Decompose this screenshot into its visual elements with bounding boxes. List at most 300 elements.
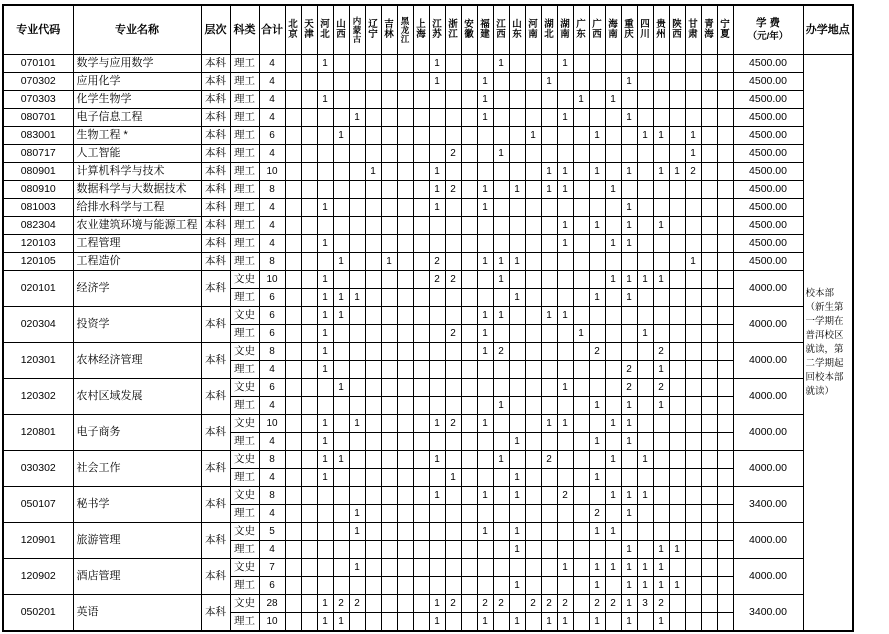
total-cell: 28 (259, 595, 285, 613)
enrollment-cell-青海 (701, 559, 717, 577)
enrollment-cell-四川 (637, 361, 653, 379)
enrollment-cell-山西: 2 (333, 595, 349, 613)
province-char: 夏 (720, 29, 730, 40)
enrollment-cell-重庆: 1 (621, 415, 637, 433)
enrollment-cell-黑龙江 (397, 109, 413, 127)
enrollment-cell-辽宁 (365, 541, 381, 559)
enrollment-cell-山东 (509, 235, 525, 253)
enrollment-cell-广东 (573, 559, 589, 577)
enrollment-cell-广东 (573, 271, 589, 289)
enrollment-cell-湖北 (541, 325, 557, 343)
category-cell: 理工 (230, 253, 259, 271)
enrollment-cell-广东 (573, 541, 589, 559)
province-char: 海 (416, 29, 426, 40)
enrollment-cell-四川 (637, 307, 653, 325)
enrollment-cell-江西 (493, 163, 509, 181)
major-name-cell: 经济学 (73, 271, 201, 307)
province-char: 陕 (672, 19, 682, 30)
enrollment-cell-山西 (333, 577, 349, 595)
enrollment-cell-甘肃 (685, 397, 701, 415)
province-char: 广 (592, 19, 602, 30)
enrollment-cell-江西: 1 (493, 397, 509, 415)
enrollment-cell-青海 (701, 523, 717, 541)
enrollment-cell-陕西 (669, 325, 685, 343)
category-cell: 理工 (230, 109, 259, 127)
province-char: 湖 (544, 19, 554, 30)
enrollment-cell-江西: 1 (493, 55, 509, 73)
enrollment-cell-河南: 2 (525, 595, 541, 613)
enrollment-cell-安徽 (461, 379, 477, 397)
table-row (3, 55, 853, 73)
enrollment-cell-上海 (413, 307, 429, 325)
enrollment-cell-广东 (573, 343, 589, 361)
enrollment-cell-江西 (493, 541, 509, 559)
province-char: 建 (480, 29, 490, 40)
enrollment-cell-湖南 (557, 343, 573, 361)
province-char: 庆 (624, 29, 634, 40)
enrollment-cell-宁夏 (717, 55, 733, 73)
col-header-province-贵州 (653, 5, 669, 55)
province-char: 海 (608, 19, 618, 30)
enrollment-cell-河南 (525, 307, 541, 325)
enrollment-cell-甘肃 (685, 379, 701, 397)
enrollment-cell-河南 (525, 415, 541, 433)
enrollment-cell-江苏 (429, 235, 445, 253)
enrollment-cell-黑龙江 (397, 487, 413, 505)
enrollment-cell-河北: 1 (317, 343, 333, 361)
enrollment-cell-辽宁 (365, 487, 381, 505)
major-code-cell: 120801 (3, 415, 73, 451)
level-cell: 本科 (201, 145, 230, 163)
enrollment-cell-河北 (317, 379, 333, 397)
enrollment-cell-河北: 1 (317, 451, 333, 469)
enrollment-cell-辽宁 (365, 307, 381, 325)
enrollment-cell-四川 (637, 505, 653, 523)
enrollment-cell-辽宁 (365, 199, 381, 217)
enrollment-cell-宁夏 (717, 379, 733, 397)
col-header-province-河南 (525, 5, 541, 55)
enrollment-cell-广西 (589, 415, 605, 433)
enrollment-cell-山东 (509, 343, 525, 361)
major-code-cell: 080717 (3, 145, 73, 163)
enrollment-cell-吉林 (381, 235, 397, 253)
col-header-location: 办学地点 (803, 5, 853, 55)
enrollment-cell-海南 (605, 613, 621, 632)
enrollment-cell-黑龙江 (397, 613, 413, 632)
enrollment-cell-宁夏 (717, 199, 733, 217)
enrollment-cell-海南: 1 (605, 91, 621, 109)
enrollment-cell-北京 (285, 541, 301, 559)
enrollment-cell-陕西 (669, 613, 685, 632)
enrollment-cell-河南 (525, 271, 541, 289)
total-cell: 10 (259, 271, 285, 289)
enrollment-cell-贵州: 2 (653, 595, 669, 613)
enrollment-cell-安徽 (461, 289, 477, 307)
enrollment-cell-安徽 (461, 307, 477, 325)
enrollment-cell-陕西 (669, 217, 685, 235)
enrollment-cell-山东 (509, 307, 525, 325)
enrollment-cell-河北: 1 (317, 55, 333, 73)
enrollment-cell-天津 (301, 451, 317, 469)
enrollment-cell-辽宁 (365, 289, 381, 307)
enrollment-cell-内蒙古 (349, 163, 365, 181)
enrollment-cell-贵州: 1 (653, 127, 669, 145)
enrollment-cell-浙江 (445, 379, 461, 397)
total-cell: 8 (259, 253, 285, 271)
enrollment-cell-贵州 (653, 73, 669, 91)
tuition-cell: 4000.00 (733, 271, 803, 307)
enrollment-cell-安徽 (461, 181, 477, 199)
category-cell: 理工 (230, 145, 259, 163)
enrollment-cell-吉林 (381, 199, 397, 217)
enrollment-cell-河北: 1 (317, 307, 333, 325)
enrollment-cell-吉林 (381, 379, 397, 397)
level-cell: 本科 (201, 127, 230, 145)
enrollment-cell-四川: 1 (637, 487, 653, 505)
enrollment-cell-广西 (589, 91, 605, 109)
enrollment-cell-上海 (413, 181, 429, 199)
enrollment-cell-山东: 1 (509, 487, 525, 505)
province-char: 贵 (656, 19, 666, 30)
enrollment-cell-重庆 (621, 451, 637, 469)
major-name-cell: 农业建筑环境与能源工程 (73, 217, 201, 235)
level-cell: 本科 (201, 181, 230, 199)
enrollment-cell-海南 (605, 217, 621, 235)
enrollment-cell-河北: 1 (317, 361, 333, 379)
enrollment-cell-青海 (701, 271, 717, 289)
enrollment-cell-福建 (477, 217, 493, 235)
enrollment-cell-浙江 (445, 217, 461, 235)
enrollment-cell-上海 (413, 397, 429, 415)
province-char: 天 (304, 19, 314, 30)
table-row (3, 199, 853, 217)
enrollment-cell-宁夏 (717, 469, 733, 487)
enrollment-cell-广东 (573, 181, 589, 199)
enrollment-cell-吉林 (381, 451, 397, 469)
enrollment-cell-四川 (637, 523, 653, 541)
col-header-province-北京 (285, 5, 301, 55)
enrollment-cell-浙江 (445, 577, 461, 595)
enrollment-cell-黑龙江 (397, 253, 413, 271)
total-cell: 6 (259, 577, 285, 595)
tuition-cell: 4500.00 (733, 91, 803, 109)
enrollment-cell-湖北 (541, 487, 557, 505)
enrollment-cell-四川: 1 (637, 325, 653, 343)
enrollment-cell-湖北 (541, 469, 557, 487)
enrollment-cell-内蒙古 (349, 577, 365, 595)
enrollment-cell-河南 (525, 325, 541, 343)
enrollment-cell-四川 (637, 145, 653, 163)
enrollment-cell-天津 (301, 145, 317, 163)
level-cell: 本科 (201, 451, 230, 487)
enrollment-cell-江西: 1 (493, 307, 509, 325)
enrollment-cell-河南 (525, 559, 541, 577)
enrollment-cell-内蒙古 (349, 325, 365, 343)
level-cell: 本科 (201, 73, 230, 91)
enrollment-cell-宁夏 (717, 505, 733, 523)
category-cell: 文史 (230, 271, 259, 289)
enrollment-cell-陕西 (669, 109, 685, 127)
major-name-cell: 工程管理 (73, 235, 201, 253)
enrollment-cell-江西 (493, 469, 509, 487)
enrollment-cell-上海 (413, 55, 429, 73)
enrollment-cell-海南 (605, 199, 621, 217)
enrollment-cell-海南: 1 (605, 559, 621, 577)
enrollment-cell-吉林 (381, 487, 397, 505)
enrollment-cell-宁夏 (717, 523, 733, 541)
major-code-cell: 080701 (3, 109, 73, 127)
province-char: 西 (336, 29, 346, 40)
major-code-cell: 120302 (3, 379, 73, 415)
enrollment-cell-甘肃 (685, 541, 701, 559)
level-cell: 本科 (201, 523, 230, 559)
enrollment-cell-上海 (413, 109, 429, 127)
province-char: 北 (288, 19, 298, 30)
enrollment-cell-四川 (637, 163, 653, 181)
enrollment-cell-山西 (333, 361, 349, 379)
enrollment-cell-广西: 1 (589, 217, 605, 235)
total-cell: 8 (259, 487, 285, 505)
enrollment-cell-重庆: 1 (621, 433, 637, 451)
enrollment-cell-甘肃: 1 (685, 127, 701, 145)
enrollment-cell-北京 (285, 613, 301, 632)
category-cell: 理工 (230, 73, 259, 91)
enrollment-plan-table (2, 4, 854, 632)
province-char: 蒙 (352, 24, 362, 35)
enrollment-cell-青海 (701, 145, 717, 163)
major-name-cell: 秘书学 (73, 487, 201, 523)
enrollment-cell-河北 (317, 73, 333, 91)
enrollment-cell-贵州: 1 (653, 397, 669, 415)
enrollment-cell-湖南: 1 (557, 235, 573, 253)
table-row (3, 271, 853, 289)
province-char: 南 (528, 29, 538, 40)
enrollment-cell-广西 (589, 361, 605, 379)
enrollment-cell-浙江 (445, 253, 461, 271)
enrollment-cell-福建 (477, 505, 493, 523)
province-char: 上 (416, 19, 426, 30)
enrollment-cell-广西: 2 (589, 343, 605, 361)
enrollment-cell-浙江: 2 (445, 595, 461, 613)
enrollment-cell-黑龙江 (397, 289, 413, 307)
enrollment-cell-上海 (413, 325, 429, 343)
total-cell: 10 (259, 163, 285, 181)
major-name-cell: 农林经济管理 (73, 343, 201, 379)
enrollment-cell-海南: 1 (605, 451, 621, 469)
major-name-cell: 应用化学 (73, 73, 201, 91)
enrollment-cell-甘肃 (685, 595, 701, 613)
enrollment-cell-山西 (333, 199, 349, 217)
enrollment-cell-河南 (525, 361, 541, 379)
enrollment-cell-江苏 (429, 91, 445, 109)
enrollment-cell-甘肃 (685, 307, 701, 325)
enrollment-cell-贵州 (653, 253, 669, 271)
province-char: 黑 (400, 15, 410, 26)
enrollment-cell-山西: 1 (333, 307, 349, 325)
enrollment-cell-四川 (637, 235, 653, 253)
major-code-cell: 120105 (3, 253, 73, 271)
enrollment-cell-江西 (493, 523, 509, 541)
enrollment-cell-甘肃 (685, 523, 701, 541)
enrollment-cell-山东: 1 (509, 289, 525, 307)
enrollment-cell-湖南 (557, 505, 573, 523)
enrollment-cell-上海 (413, 379, 429, 397)
enrollment-cell-北京 (285, 487, 301, 505)
level-cell: 本科 (201, 343, 230, 379)
total-cell: 4 (259, 235, 285, 253)
level-cell: 本科 (201, 217, 230, 235)
enrollment-cell-湖南 (557, 523, 573, 541)
enrollment-cell-浙江 (445, 523, 461, 541)
enrollment-cell-上海 (413, 469, 429, 487)
enrollment-cell-四川: 1 (637, 451, 653, 469)
enrollment-cell-黑龙江 (397, 235, 413, 253)
enrollment-cell-甘肃 (685, 73, 701, 91)
enrollment-cell-安徽 (461, 253, 477, 271)
enrollment-cell-河北: 1 (317, 325, 333, 343)
enrollment-cell-广西: 1 (589, 523, 605, 541)
enrollment-cell-江苏: 2 (429, 253, 445, 271)
enrollment-cell-海南: 1 (605, 271, 621, 289)
enrollment-cell-河南 (525, 379, 541, 397)
enrollment-cell-福建: 1 (477, 523, 493, 541)
enrollment-cell-山西: 1 (333, 379, 349, 397)
table-row (3, 235, 853, 253)
enrollment-cell-江苏 (429, 559, 445, 577)
enrollment-cell-广东 (573, 55, 589, 73)
enrollment-cell-广西 (589, 73, 605, 91)
total-cell: 6 (259, 127, 285, 145)
province-char: 林 (384, 29, 394, 40)
enrollment-cell-山东 (509, 451, 525, 469)
enrollment-cell-海南: 1 (605, 415, 621, 433)
enrollment-cell-重庆 (621, 307, 637, 325)
major-code-cell: 080901 (3, 163, 73, 181)
enrollment-cell-甘肃: 2 (685, 163, 701, 181)
level-cell: 本科 (201, 235, 230, 253)
enrollment-cell-上海 (413, 613, 429, 632)
enrollment-cell-湖南: 1 (557, 379, 573, 397)
category-cell: 理工 (230, 127, 259, 145)
enrollment-cell-福建 (477, 469, 493, 487)
enrollment-cell-贵州 (653, 451, 669, 469)
col-header-province-湖北 (541, 5, 557, 55)
category-cell: 理工 (230, 469, 259, 487)
enrollment-cell-河南 (525, 181, 541, 199)
enrollment-cell-青海 (701, 235, 717, 253)
enrollment-cell-黑龙江 (397, 145, 413, 163)
enrollment-cell-广西: 2 (589, 595, 605, 613)
province-char: 青 (704, 19, 714, 30)
enrollment-cell-江西 (493, 289, 509, 307)
province-char: 东 (512, 29, 522, 40)
enrollment-cell-青海 (701, 343, 717, 361)
enrollment-cell-内蒙古 (349, 91, 365, 109)
enrollment-cell-上海 (413, 145, 429, 163)
enrollment-cell-陕西: 1 (669, 577, 685, 595)
enrollment-cell-内蒙古 (349, 181, 365, 199)
total-cell: 4 (259, 73, 285, 91)
enrollment-cell-重庆: 2 (621, 361, 637, 379)
enrollment-cell-天津 (301, 91, 317, 109)
enrollment-cell-宁夏 (717, 541, 733, 559)
province-char: 四 (640, 19, 650, 30)
col-header-province-宁夏 (717, 5, 733, 55)
enrollment-cell-贵州 (653, 289, 669, 307)
province-char: 南 (560, 29, 570, 40)
enrollment-cell-重庆 (621, 523, 637, 541)
enrollment-cell-山西 (333, 109, 349, 127)
enrollment-cell-贵州: 1 (653, 541, 669, 559)
enrollment-cell-江西 (493, 181, 509, 199)
enrollment-cell-吉林 (381, 397, 397, 415)
major-name-cell: 社会工作 (73, 451, 201, 487)
enrollment-cell-江西 (493, 505, 509, 523)
enrollment-cell-吉林 (381, 613, 397, 632)
enrollment-cell-海南 (605, 541, 621, 559)
enrollment-cell-广东 (573, 505, 589, 523)
enrollment-cell-上海 (413, 271, 429, 289)
enrollment-cell-河南 (525, 73, 541, 91)
col-header-province-海南 (605, 5, 621, 55)
tuition-cell: 4500.00 (733, 145, 803, 163)
enrollment-cell-陕西 (669, 487, 685, 505)
enrollment-cell-江苏 (429, 289, 445, 307)
enrollment-cell-福建 (477, 235, 493, 253)
enrollment-cell-广东 (573, 217, 589, 235)
table-row (3, 307, 853, 325)
enrollment-cell-四川 (637, 469, 653, 487)
enrollment-cell-河南 (525, 505, 541, 523)
enrollment-cell-宁夏 (717, 271, 733, 289)
table-row (3, 343, 853, 361)
major-code-cell: 070101 (3, 55, 73, 73)
enrollment-cell-河北 (317, 145, 333, 163)
enrollment-cell-重庆 (621, 469, 637, 487)
enrollment-cell-福建: 1 (477, 253, 493, 271)
enrollment-cell-浙江 (445, 307, 461, 325)
enrollment-cell-广西 (589, 451, 605, 469)
enrollment-cell-广东: 1 (573, 325, 589, 343)
col-header-province-广东 (573, 5, 589, 55)
tuition-cell: 4500.00 (733, 73, 803, 91)
table-row (3, 487, 853, 505)
category-cell: 理工 (230, 325, 259, 343)
enrollment-cell-黑龙江 (397, 559, 413, 577)
enrollment-cell-上海 (413, 235, 429, 253)
enrollment-cell-山西 (333, 523, 349, 541)
enrollment-cell-重庆 (621, 181, 637, 199)
enrollment-cell-安徽 (461, 235, 477, 253)
enrollment-cell-天津 (301, 361, 317, 379)
enrollment-cell-湖南: 1 (557, 307, 573, 325)
enrollment-cell-贵州 (653, 199, 669, 217)
enrollment-cell-天津 (301, 199, 317, 217)
enrollment-cell-江西 (493, 415, 509, 433)
enrollment-cell-江西: 1 (493, 451, 509, 469)
enrollment-cell-重庆: 1 (621, 613, 637, 632)
enrollment-cell-宁夏 (717, 397, 733, 415)
enrollment-cell-湖北 (541, 577, 557, 595)
enrollment-cell-辽宁 (365, 325, 381, 343)
enrollment-cell-山东 (509, 397, 525, 415)
enrollment-cell-北京 (285, 55, 301, 73)
enrollment-cell-广西 (589, 271, 605, 289)
major-name-cell: 酒店管理 (73, 559, 201, 595)
enrollment-cell-辽宁 (365, 469, 381, 487)
enrollment-cell-河南 (525, 91, 541, 109)
enrollment-cell-福建 (477, 55, 493, 73)
